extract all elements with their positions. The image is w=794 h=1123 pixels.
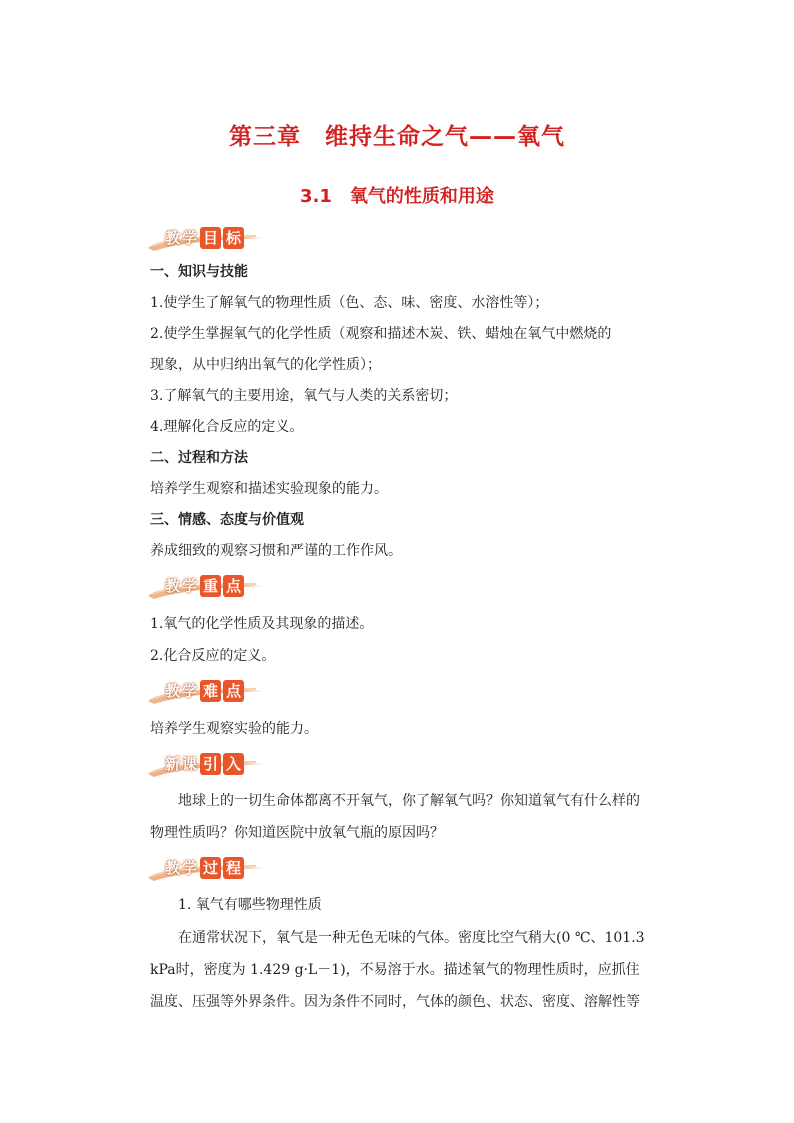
banner-teaching-goals xyxy=(146,226,276,252)
banner-char: 学 xyxy=(182,682,198,700)
section-title: 3.1 氧气的性质和用途 xyxy=(300,186,494,207)
banner-char: 点 xyxy=(223,680,244,702)
banner-char: 入 xyxy=(223,753,244,775)
banner-char: 过 xyxy=(200,857,221,879)
goals-heading-3: 三、情感、态度与价值观 xyxy=(150,512,304,528)
banner-char: 程 xyxy=(223,857,244,879)
banner-char: 重 xyxy=(200,575,221,597)
banner-difficulties xyxy=(146,679,276,705)
intro-line-1: 地球上的一切生命体都离不开氧气，你了解氧气吗？你知道氧气有什么样的 xyxy=(150,793,640,809)
goals-item-1: 1.使学生了解氧气的物理性质（色、态、味、密度、水溶性等）； xyxy=(150,295,549,311)
goals-heading-2: 二、过程和方法 xyxy=(150,450,248,466)
banner-char: 学 xyxy=(182,229,198,247)
banner-char: 难 xyxy=(200,680,221,702)
banner-char: 引 xyxy=(200,753,221,775)
goals-item-4: 4.理解化合反应的定义。 xyxy=(150,419,304,435)
key-point-2: 2.化合反应的定义。 xyxy=(150,648,276,664)
key-point-1: 1.氧气的化学性质及其现象的描述。 xyxy=(150,616,374,632)
intro-line-2: 物理性质吗？你知道医院中放氧气瓶的原因吗？ xyxy=(150,825,444,841)
banner-intro xyxy=(146,752,276,778)
banner-char: 标 xyxy=(223,227,244,249)
process-line-1: 在通常状况下，氧气是一种无色无味的气体。密度比空气稍大(0 ℃、101.3 xyxy=(150,930,645,946)
banner-process xyxy=(146,856,276,882)
goals-heading-1: 一、知识与技能 xyxy=(150,264,248,280)
process-line-3: 温度、压强等外界条件。因为条件不同时，气体的颜色、状态、密度、溶解性等 xyxy=(150,994,640,1010)
process-line-2: kPa时，密度为 1.429 g·L－1)，不易溶于水。描述氧气的物理性质时，应抓住 xyxy=(150,962,640,978)
goals-item-3: 3.了解氧气的主要用途，氧气与人类的关系密切； xyxy=(150,388,458,404)
goals-para-2: 培养学生观察和描述实验现象的能力。 xyxy=(150,481,388,497)
banner-char: 教 xyxy=(165,229,181,247)
banner-char: 学 xyxy=(182,859,198,877)
banner-char: 课 xyxy=(182,755,198,773)
banner-char: 目 xyxy=(200,227,221,249)
goals-item-2a: 2.使学生掌握氧气的化学性质（观察和描述木炭、铁、蜡烛在氧气中燃烧的 xyxy=(150,326,612,342)
banner-char: 新 xyxy=(165,755,181,773)
banner-char: 教 xyxy=(165,577,181,595)
chapter-title: 第三章 维持生命之气——氧气 xyxy=(229,124,565,150)
goals-item-2b: 现象，从中归纳出氧气的化学性质）； xyxy=(150,357,381,373)
banner-char: 点 xyxy=(223,575,244,597)
banner-char: 教 xyxy=(165,682,181,700)
process-subheading-1: 1. 氧气有哪些物理性质 xyxy=(150,897,322,913)
difficulty-para: 培养学生观察实验的能力。 xyxy=(150,721,318,737)
goals-para-3: 养成细致的观察习惯和严谨的工作作风。 xyxy=(150,543,402,559)
banner-char: 学 xyxy=(182,577,198,595)
banner-key-points xyxy=(146,574,276,600)
banner-char: 教 xyxy=(165,859,181,877)
